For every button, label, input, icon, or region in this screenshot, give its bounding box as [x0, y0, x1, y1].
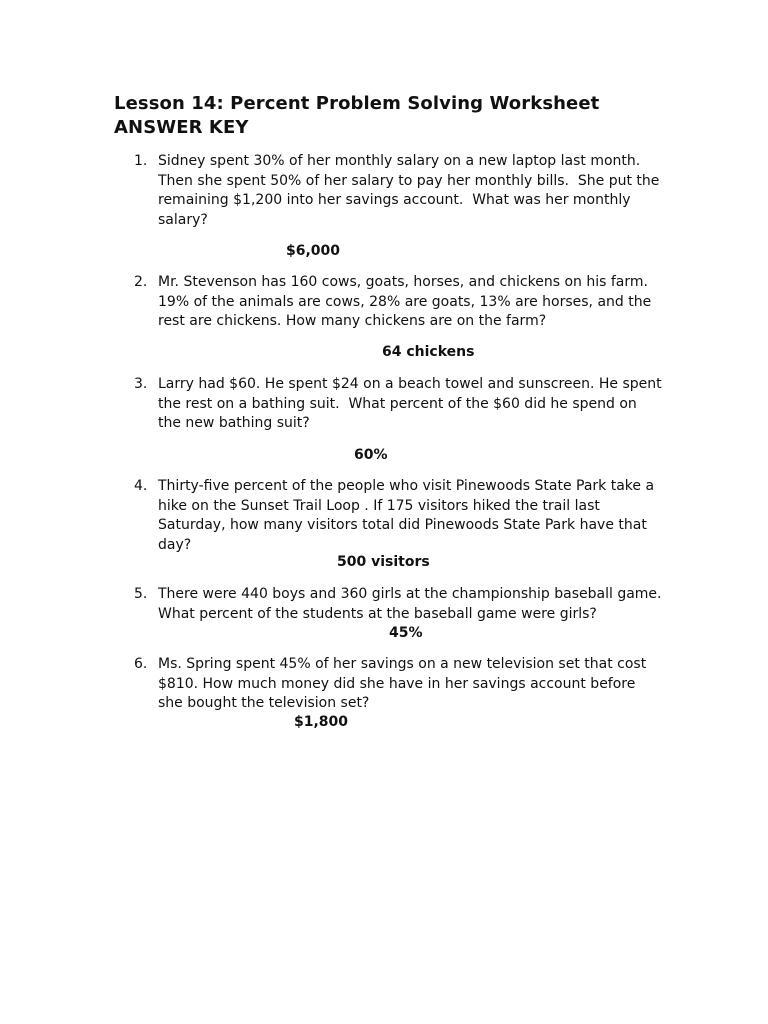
answer-1: $6,000 — [286, 243, 341, 259]
question-line: 19% of the animals are cows, 28% are goats, 13% are horses, and the — [158, 293, 652, 310]
question-number: 4. — [134, 478, 148, 494]
question-text — [158, 655, 658, 714]
question-number: 5. — [134, 586, 148, 602]
question-line: she bought the television set? — [158, 695, 370, 711]
answer-2: 64 chickens — [382, 344, 475, 360]
question-line: the rest on a bathing suit. What percent of the $60 did he spend on — [158, 395, 637, 412]
question-line: remaining $1,200 into her savings account. What was her monthly — [158, 192, 631, 208]
answer-6: $1,800 — [294, 714, 349, 730]
answer-4: 500 visitors — [337, 554, 430, 570]
question-line: salary? — [158, 211, 208, 228]
question-number: 2. — [134, 274, 148, 290]
question-text — [158, 375, 662, 434]
question-number: 6. — [134, 656, 148, 672]
question-number: 1. — [134, 153, 148, 169]
question-line: Saturday, how many visitors total did Pinewoods State Park have that — [158, 517, 647, 533]
question-line: Thirty-five percent of the people who visit Pinewoods State Park take a — [158, 478, 655, 494]
question-line: Sidney spent 30% of her monthly salary on a new laptop last month. — [158, 153, 641, 169]
question-line: hike on the Sunset Trail Loop . If 175 visitors hiked the trail last — [158, 497, 600, 514]
question-number: 3. — [134, 376, 148, 392]
question-line: Ms. Spring spent 45% of her savings on a new television set that cost — [158, 656, 647, 672]
title-line-2: ANSWER KEY — [114, 117, 249, 138]
answer-3: 60% — [354, 447, 388, 463]
question-line: rest are chickens. How many chickens are on the farm? — [158, 313, 547, 329]
worksheet-title — [114, 92, 599, 140]
question-text — [158, 585, 662, 624]
question-text — [158, 477, 658, 555]
question-line: the new bathing suit? — [158, 415, 310, 431]
question-line: $810. How much money did she have in her savings account before — [158, 675, 636, 692]
question-line: day? — [158, 536, 192, 553]
question-line: There were 440 boys and 360 girls at the championship baseball game. — [158, 586, 662, 602]
question-line: Mr. Stevenson has 160 cows, goats, horses, and chickens on his farm. — [158, 274, 648, 290]
question-text — [158, 152, 658, 230]
answer-5: 45% — [389, 625, 423, 641]
title-line-1: Lesson 14: Percent Problem Solving Worksheet — [114, 93, 600, 114]
question-line: Then she spent 50% of her salary to pay her monthly bills. She put the — [158, 172, 660, 189]
question-line: Larry had $60. He spent $24 on a beach towel and sunscreen. He spent — [158, 376, 662, 392]
question-text — [158, 273, 658, 332]
question-line: What percent of the students at the baseball game were girls? — [158, 605, 597, 622]
